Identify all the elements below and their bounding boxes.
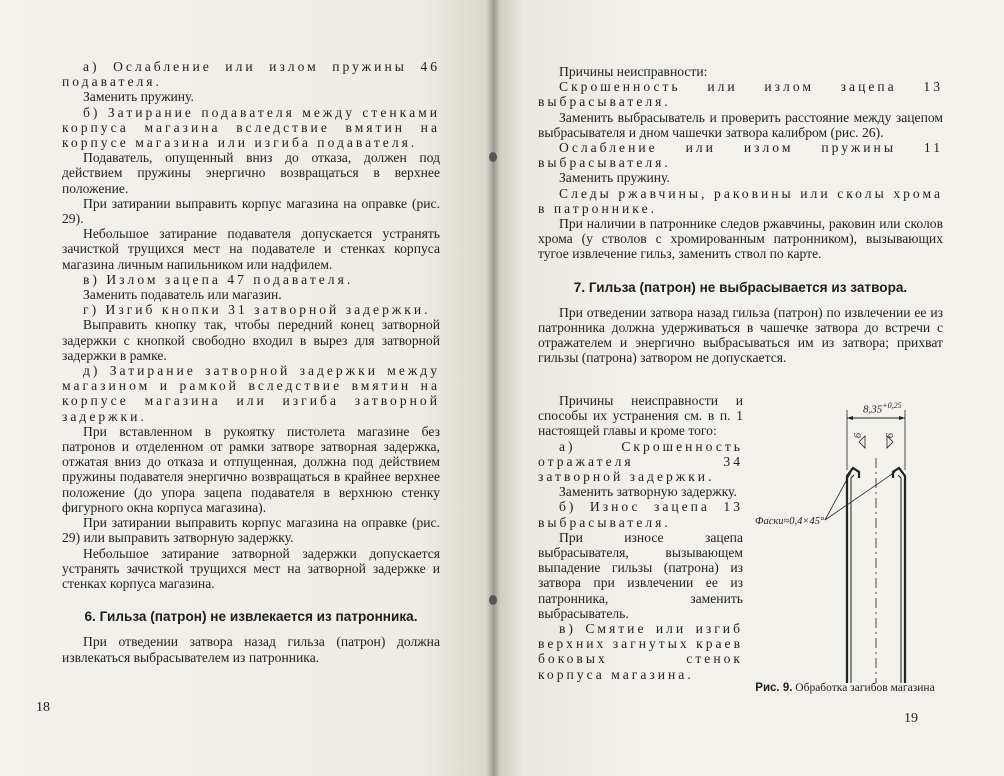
paragraph: Заменить пружину. [559,170,670,186]
paragraph: При отведении затвора назад гильза (патрон) по извлечении ее из патронника должна удерживаться в чашечке затвора до встречи с отражателем и энергично выбрасываться им из затвора; прихват гильзы (патрона) затвором не допускается. [538,304,943,366]
paragraph: Причины неисправности и способы их устранения см. в п. 1 настоящей главы и кроме того: [538,393,743,439]
figure-magazine-bends [755,398,925,688]
left-page-text [62,59,440,665]
paragraph: Ослабление или излом пружины 11 выбрасывателя. [538,140,943,171]
section-heading: 7. Гильза (патрон) не выбрасывается из затвора. [573,279,908,295]
paragraph: При вставленном в рукоятку пистолета магазине без патронов и отделенном от рамки затворе затворная задержка, отжатая вниз до отказа и отпущенная, должна под действием пружины подавателя энергично возвращаться в крайнее верхнее положение (до упора зацепа подавателя в верхнюю стенку фигурного окна корпуса магазина). [62,423,440,515]
roughness-label: 6 [885,433,896,438]
book-gutter [486,0,500,776]
binding-hole [489,595,497,605]
paragraph: в) Смятие или изгиб верхних загнутых краев боковых стенок корпуса магазина. [538,621,743,682]
paragraph: б) Износ зацепа 13 выбрасывателя. [538,499,743,530]
paragraph: а) Скрошенность отражателя 34 затворной задержки. [538,438,743,485]
chamfer-label: Фаски≈0,4×45° [755,516,825,527]
paragraph: Причины неисправности: [559,64,708,79]
dimension-label: $8,35^{+0,25}$ [863,401,902,416]
page-number: 19 [904,711,918,726]
paragraph: д) Затирание затворной задержки между магазином и рамкой вследствие вмятин на корпусе магазина или изгиба затворной задержки. [62,363,440,424]
paragraph: При отведении затвора назад гильза (патрон) должна извлекаться выбрасывателем из патронника. [62,634,440,665]
paragraph: Выправить кнопку так, чтобы передний конец затворной задержки с кнопкой свободно входил в вырез для затворной задержки в рамке. [62,317,440,363]
paragraph: Скрошенность или излом зацепа 13 выбрасывателя. [538,79,943,110]
paragraph: в) Излом зацепа 47 подавателя. [83,271,354,287]
paragraph: При износе зацепа выбрасывателя, вызывающем выпадение гильзы (патрона) из затвора при извлечении ее из патронника, заменить выбрасыватель. [538,529,743,621]
right-page-text [538,64,943,366]
paragraph: Заменить подаватель или магазин. [83,287,282,303]
figure-drawing [755,398,925,683]
paragraph: г) Изгиб кнопки 31 затворной задержки. [83,302,431,318]
figure-caption: Рис. 9. Обработка загибов магазина [755,682,935,694]
paragraph: При наличии в патроннике следов ржавчины, раковин или сколов хрома (у стволов с хромированным патронником), вызывающих тугое извлечение гильз, заменить ствол по карте. [538,216,943,262]
paragraph: Небольшое затирание затворной задержки допускается устранять зачисткой трущихся мест на затворной задержке и стенках корпуса магазина. [62,545,440,591]
paragraph: Подаватель, опущенный вниз до отказа, должен под действием пружины энергично возвращаться в верхнее положение. [62,150,440,196]
figure-wrap-text [538,393,743,682]
binding-hole [489,152,497,162]
right-page [493,0,1004,776]
paragraph: Заменить затворную задержку. [559,484,737,500]
paragraph: Следы ржавчины, раковины или сколы хрома в патроннике. [538,185,943,216]
paragraph: а) Ослабление или излом пружины 46 подавателя. [62,59,440,90]
paragraph: Небольшое затирание подавателя допускается устранять зачисткой трущихся мест на подавателе и стенках корпуса магазина личным напильником или надфилем. [62,226,440,272]
paragraph: Заменить пружину. [83,89,194,105]
section-heading: 6. Гильза (патрон) не извлекается из патронника. [84,609,418,625]
paragraph: При затирании выправить корпус магазина на оправке (рис. 29). [62,195,440,227]
roughness-label: 6 [853,433,864,438]
paragraph: б) Затирание подавателя между стенками корпуса магазина вследствие вмятин на корпусе магазина или изгиба подавателя. [62,104,440,151]
paragraph: Заменить выбрасыватель и проверить расстояние между зацепом выбрасывателя и дном чашечки затвора калибром (рис. 26). [538,109,943,140]
page-number: 18 [36,700,50,715]
paragraph: При затирании выправить корпус магазина на оправке (рис. 29) или выправить затворную задержку. [62,515,440,546]
left-page [0,0,493,776]
